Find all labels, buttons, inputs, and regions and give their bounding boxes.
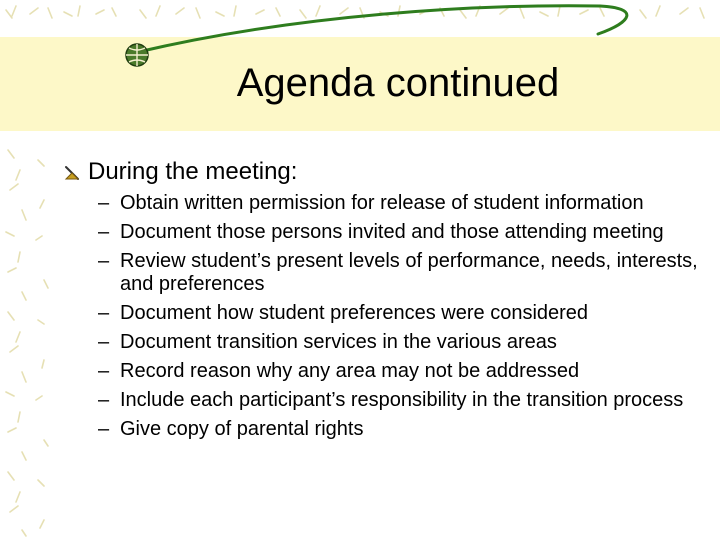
sub-bullet-text: Record reason why any area may not be addressed xyxy=(120,360,580,382)
list-item xyxy=(98,221,698,244)
dash-marker: – xyxy=(98,331,110,353)
sub-bullet-text: Give copy of parental rights xyxy=(120,418,364,440)
dash-marker: – xyxy=(98,302,110,324)
dash-marker: – xyxy=(98,192,110,214)
list-item xyxy=(98,418,698,441)
dash-marker: – xyxy=(98,418,110,440)
list-item xyxy=(98,192,698,215)
list-item xyxy=(98,250,698,296)
slide-title: Agenda continued xyxy=(236,61,560,105)
sub-bullet-text: Obtain written permission for release of student information xyxy=(120,192,644,214)
sub-bullet-text: Review student’s present levels of performance, needs, interests, and preferences xyxy=(120,250,698,295)
sub-bullet-text: Include each participant’s responsibility in the transition process xyxy=(120,389,684,411)
main-bullet-text: During the meeting: xyxy=(88,158,298,185)
list-item xyxy=(98,389,698,412)
sub-bullet-list xyxy=(98,192,698,447)
quill-bullet-icon xyxy=(62,163,82,183)
dash-marker: – xyxy=(98,250,110,272)
list-item xyxy=(98,331,698,354)
dash-marker: – xyxy=(98,360,110,382)
sub-bullet-text: Document those persons invited and those attending meeting xyxy=(120,221,664,243)
list-item xyxy=(98,302,698,325)
dash-marker: – xyxy=(98,221,110,243)
list-item xyxy=(98,360,698,383)
sub-bullet-text: Document how student preferences were considered xyxy=(120,302,589,324)
dash-marker: – xyxy=(98,389,110,411)
sub-bullet-text: Document transition services in the various areas xyxy=(120,331,557,353)
